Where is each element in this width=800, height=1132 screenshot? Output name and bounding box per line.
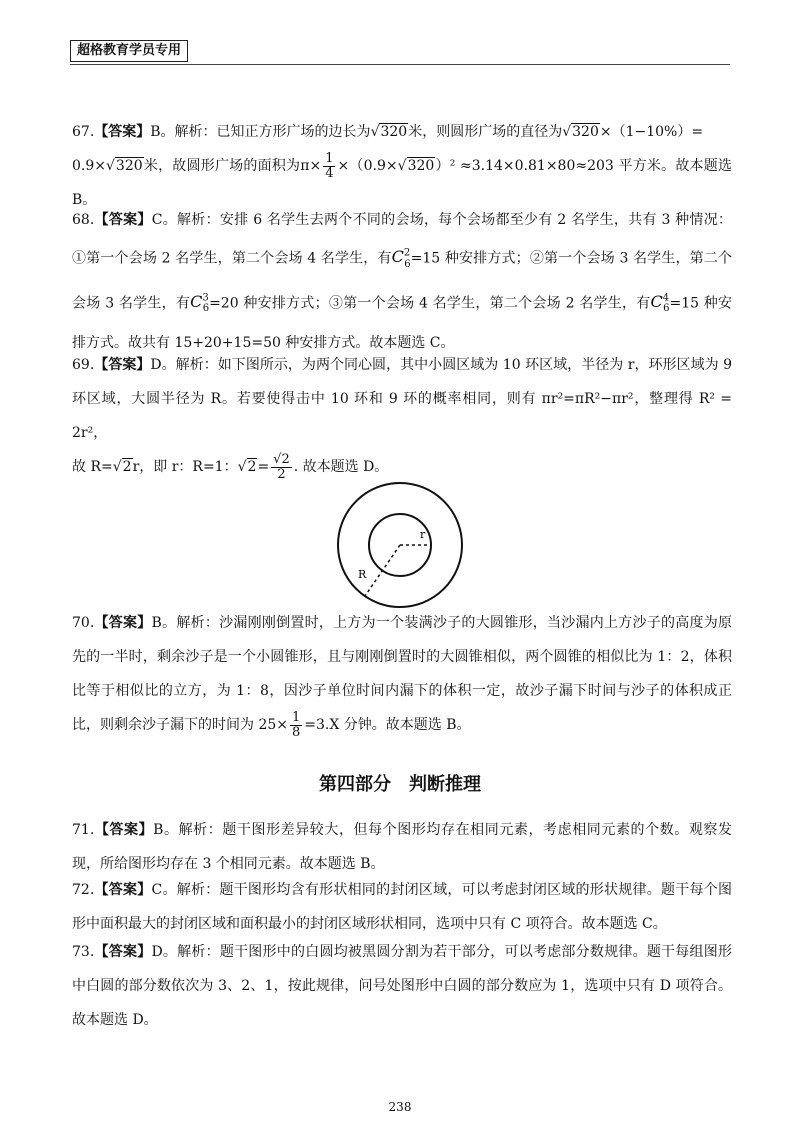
label-r: r bbox=[420, 528, 426, 541]
answer-tag: 【答案】 bbox=[94, 944, 152, 960]
text-run: B。解析：沙漏刚刚倒置时，上方为一个装满沙子的大圆锥形，当沙漏内上方沙子的高度为原先的一半时，剩余沙子是一个小圆锥形，且与刚刚倒置时的大圆锥相似，两个圆锥的相似比为 1：2，体积比等于相似比的立方，为 1：8，因沙子单位时间内漏下的体积一定，故沙子漏下时间与沙子的体积成正比，则剩余沙子漏下的时间为 25× bbox=[72, 615, 732, 733]
question-number: 69. bbox=[72, 357, 95, 373]
text-run: = bbox=[257, 459, 270, 475]
sqrt-value: 320 bbox=[572, 124, 599, 140]
text-run: =15 种安排方式。故共有 15+20+15=50 种安排方式。故本题选 C。 bbox=[72, 294, 732, 352]
answer-73 bbox=[72, 935, 732, 1037]
answer-70 bbox=[72, 606, 732, 742]
sqrt-value: 2 bbox=[247, 459, 257, 475]
sqrt-value: 2 bbox=[122, 459, 132, 475]
text-run: B。解析：已知正方形广场的边长为 bbox=[150, 124, 371, 140]
question-number: 67. bbox=[72, 124, 95, 140]
sqrt-value: 320 bbox=[115, 158, 143, 174]
text-run: ×（1−10%）= bbox=[599, 124, 704, 140]
answer-68 bbox=[72, 203, 732, 360]
combination-symbol: $C^2_6$ bbox=[391, 247, 411, 270]
question-number: 70. bbox=[72, 615, 95, 631]
text-run: ×（0.9× bbox=[337, 158, 398, 174]
comb-sup: 4 bbox=[662, 292, 670, 304]
text-run: B。解析：题干图形差异较大，但每个图形均存在相同元素，考虑相同元素的个数。观察发现，所给图形均存在 3 个相同元素。故本题选 B。 bbox=[72, 822, 732, 872]
answer-69: 69.【答案】D。解析：如下图所示，为两个同心圆，其中小圆区域为 10 环区域，半径为 r，环形区域为 9 环区域，大圆半径为 R。若要使得击中 10 环和 9 环的概率相同，则有 πr²=πR²−πr²，整理得 R² = 2r²， 故 R=√2r，即 r：R=1：√2= $\frac{√2}{2}$ . 故本题选 D。 bbox=[72, 357, 733, 482]
fraction bbox=[271, 453, 292, 482]
label-R: R bbox=[358, 568, 367, 581]
text-run: 故 R= bbox=[72, 459, 113, 475]
text-run: 米，则圆形广场的直径为 bbox=[408, 124, 563, 140]
answer-72 bbox=[72, 873, 732, 941]
concentric-circles-figure bbox=[330, 480, 470, 610]
answer-tag: 【答案】 bbox=[94, 822, 154, 838]
comb-sup: 3 bbox=[202, 292, 209, 304]
comb-sub: 6 bbox=[404, 258, 411, 270]
fraction-numerator: 1 bbox=[292, 709, 301, 725]
answer-tag: 【答案】 bbox=[94, 615, 152, 631]
text-run: C。解析：题干图形均含有形状相同的封闭区域，可以考虑封闭区域的形状规律。题干每个图形中面积最大的封闭区域和面积最小的封闭区域形状相同，选项中只有 C 项符合。故本题选 C。 bbox=[72, 882, 733, 932]
answer-tag: 【答案】 bbox=[94, 882, 152, 898]
text-run: r，即 r：R=1： bbox=[132, 459, 238, 475]
answer-67: 67.【答案】B。解析：已知正方形广场的边长为√320米，则圆形广场的直径为√320×（1−10%）= 0.9×√320米，故圆形广场的面积为π× $\frac{1}{4}$ ×（0.9×√320）² ≈3.14×0.81×80≈203 平方米。故本题选 B。 bbox=[72, 124, 732, 208]
fraction-denominator: 8 bbox=[292, 724, 301, 740]
answer-tag: 【答案】 bbox=[94, 124, 151, 140]
text-run: D。解析：如下图所示，为两个同心圆，其中小圆区域为 10 环区域，半径为 r，环形区域为 9 环区域，大圆半径为 R。若要使得击中 10 环和 9 环的概率相同，则有 πr²=πR²−πr²，整理得 R² = 2r²， bbox=[72, 357, 733, 441]
text-run: =20 种安排方式；③第一个会场 4 名学生，第二个会场 2 名学生，有 bbox=[209, 294, 651, 311]
sqrt-value: 320 bbox=[380, 124, 408, 140]
page-number: 238 bbox=[388, 1100, 412, 1114]
text-run: D。解析：题干图形中的白圆均被黑圆分割为若干部分，可以考虑部分数规律。题干每组图形中白圆的部分数依次为 3、2、1，按此规律，问号处图形中白圆的部分数应为 1，选项中只有 D 项符合。故本题选 D。 bbox=[72, 944, 732, 1028]
text-run: 0.9× bbox=[72, 158, 106, 174]
question-number: 68. bbox=[72, 212, 95, 228]
fraction-denominator: 2 bbox=[277, 466, 286, 482]
sqrt-value: 320 bbox=[407, 158, 435, 174]
text-run: =3.X 分钟。故本题选 B。 bbox=[304, 717, 471, 733]
question-number: 73. bbox=[72, 944, 95, 960]
header-divider bbox=[70, 64, 730, 65]
comb-sub: 6 bbox=[202, 303, 210, 315]
combination-symbol: $C^4_6$ bbox=[650, 291, 670, 315]
fraction-numerator: √2 bbox=[273, 451, 290, 467]
section-title: 第四部分 判断推理 bbox=[319, 774, 481, 795]
question-number: 72. bbox=[72, 882, 95, 898]
header-label: 超格教育学员专用 bbox=[70, 40, 188, 62]
comb-sub: 6 bbox=[663, 303, 670, 315]
text-run: C。解析：安排 6 名学生去两个不同的会场，每个会场都至少有 2 名学生，共有 3 种情况：①第一个会场 2 名学生，第二个会场 4 名学生，有 bbox=[72, 212, 732, 267]
fraction bbox=[323, 152, 335, 181]
fraction bbox=[290, 711, 302, 740]
text-run: =15 种安排方式；②第一个会场 3 名学生，第二个会场 3 名学生，有 bbox=[72, 250, 732, 311]
fraction-denominator: 4 bbox=[325, 165, 334, 181]
combination-symbol: $C^3_6$ bbox=[190, 291, 210, 315]
question-number: 71. bbox=[72, 822, 95, 838]
answer-71 bbox=[72, 813, 732, 881]
answer-tag: 【答案】 bbox=[94, 357, 151, 373]
text-run: 米，故圆形广场的面积为π× bbox=[143, 158, 322, 174]
comb-sup: 2 bbox=[403, 248, 411, 259]
answer-tag: 【答案】 bbox=[94, 212, 152, 228]
text-run: ）² ≈3.14×0.81×80≈203 平方米。故本题选 B。 bbox=[72, 158, 732, 208]
text-run: . 故本题选 D。 bbox=[293, 459, 389, 475]
fraction-numerator: 1 bbox=[325, 150, 334, 166]
